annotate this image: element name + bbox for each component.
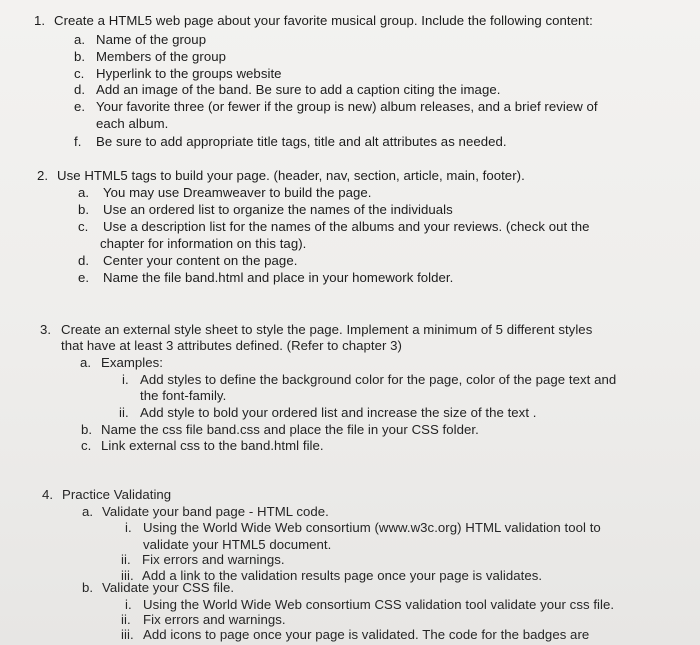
section-heading — [34, 13, 593, 29]
list-item-text: Add an image of the band. Be sure to add a caption citing the image. — [96, 82, 501, 97]
list-marker: b. — [81, 422, 93, 437]
list-marker: d. — [78, 253, 90, 268]
list-item-text: Members of the group — [96, 49, 227, 64]
sub-list-marker: ii. — [121, 552, 131, 567]
section-number: 3. — [40, 322, 52, 337]
sub-list-item — [119, 405, 536, 421]
list-marker: e. — [78, 270, 90, 285]
list-marker: c. — [81, 438, 92, 453]
list-marker: a. — [74, 32, 86, 47]
list-item — [78, 270, 453, 286]
list-item-text: Name the css file band.css and place the file in your CSS folder. — [101, 422, 479, 437]
list-item-text: Link external css to the band.html file. — [101, 438, 324, 453]
sub-list-item-text: Fix errors and warnings. — [142, 552, 285, 567]
list-item-text: Center your content on the page. — [103, 253, 298, 268]
list-item — [78, 202, 453, 218]
list-item-continuation: each album. — [96, 116, 169, 131]
list-item — [81, 422, 479, 438]
list-item-text: Validate your CSS file. — [102, 580, 235, 595]
list-marker: b. — [74, 49, 86, 64]
sub-list-item — [121, 612, 286, 628]
list-item-text: Name the file band.html and place in your homework folder. — [103, 270, 454, 285]
list-item — [74, 82, 500, 98]
list-item — [74, 32, 206, 48]
list-item-text: Hyperlink to the groups website — [96, 66, 282, 81]
list-item-continuation: chapter for information on this tag). — [100, 236, 307, 251]
sub-list-marker: ii. — [121, 612, 131, 627]
list-item — [82, 504, 329, 520]
sub-list-item-text: Add a link to the validation results page once your page is validates. — [142, 568, 543, 583]
sub-list-item — [122, 372, 616, 388]
section-number: 1. — [34, 13, 46, 28]
sub-list-marker: iii. — [121, 568, 134, 583]
list-item-text: Validate your band page - HTML code. — [102, 504, 329, 519]
sub-list-item — [125, 597, 614, 613]
sub-list-item-text: Using the World Wide Web consortium CSS validation tool validate your css file. — [143, 597, 615, 612]
sub-list-item-text: Add styles to define the background color for the page, color of the page text and — [140, 372, 617, 387]
list-item-text: Your favorite three (or fewer if the group is new) album releases, and a brief review of — [96, 99, 598, 114]
sub-list-item-continuation: the font-family. — [140, 388, 227, 403]
sub-list-item-text: Using the World Wide Web consortium (www.w3c.org) HTML validation tool to — [143, 520, 601, 535]
list-marker: b. — [78, 202, 90, 217]
section-heading — [37, 168, 525, 184]
section-text: Practice Validating — [62, 487, 172, 502]
list-item — [74, 49, 226, 65]
list-marker: a. — [80, 355, 92, 370]
sub-list-marker: iii. — [121, 627, 134, 642]
list-item-text: Use a description list for the names of the albums and your reviews. (check out the — [103, 219, 590, 234]
list-item-text: Examples: — [101, 355, 164, 370]
sub-list-marker: i. — [125, 520, 132, 535]
sub-list-item-continuation: validate your HTML5 document. — [143, 537, 332, 552]
list-item — [82, 580, 234, 596]
sub-list-item-text: Add style to bold your ordered list and increase the size of the text . — [140, 405, 537, 420]
sub-list-item-text: Add icons to page once your page is validated. The code for the badges are — [143, 627, 590, 642]
list-marker: e. — [74, 99, 86, 114]
list-marker: f. — [74, 134, 82, 149]
list-item — [80, 355, 163, 371]
sub-list-item-text: Fix errors and warnings. — [143, 612, 286, 627]
section-text: Create a HTML5 web page about your favorite musical group. Include the following content: — [54, 13, 593, 28]
list-marker: c. — [74, 66, 85, 81]
list-marker: c. — [78, 219, 89, 234]
list-item-text: Be sure to add appropriate title tags, title and alt attributes as needed. — [96, 134, 507, 149]
section-text: Use HTML5 tags to build your page. (header, nav, section, article, main, footer). — [57, 168, 525, 183]
sub-list-item — [121, 552, 285, 568]
list-marker: d. — [74, 82, 86, 97]
list-item-text: Name of the group — [96, 32, 207, 47]
list-item — [78, 219, 589, 235]
section-heading — [40, 322, 592, 338]
list-item — [81, 438, 324, 454]
list-item — [78, 253, 297, 269]
sub-list-item — [125, 520, 601, 536]
sub-list-marker: i. — [125, 597, 132, 612]
section-continuation: that have at least 3 attributes defined. (Refer to chapter 3) — [61, 338, 402, 353]
sub-list-marker: i. — [122, 372, 129, 387]
list-item-text: Use an ordered list to organize the names of the individuals — [103, 202, 453, 217]
list-marker: a. — [82, 504, 94, 519]
sub-list-item — [121, 627, 589, 643]
list-marker: b. — [82, 580, 94, 595]
sub-list-marker: ii. — [119, 405, 129, 420]
list-item — [74, 66, 282, 82]
list-item — [74, 99, 598, 115]
list-item — [74, 134, 507, 150]
section-number: 2. — [37, 168, 49, 183]
list-item-text: You may use Dreamweaver to build the page. — [103, 185, 372, 200]
section-heading — [42, 487, 171, 503]
section-number: 4. — [42, 487, 54, 502]
list-marker: a. — [78, 185, 90, 200]
list-item — [78, 185, 371, 201]
section-text: Create an external style sheet to style the page. Implement a minimum of 5 different styles — [61, 322, 593, 337]
